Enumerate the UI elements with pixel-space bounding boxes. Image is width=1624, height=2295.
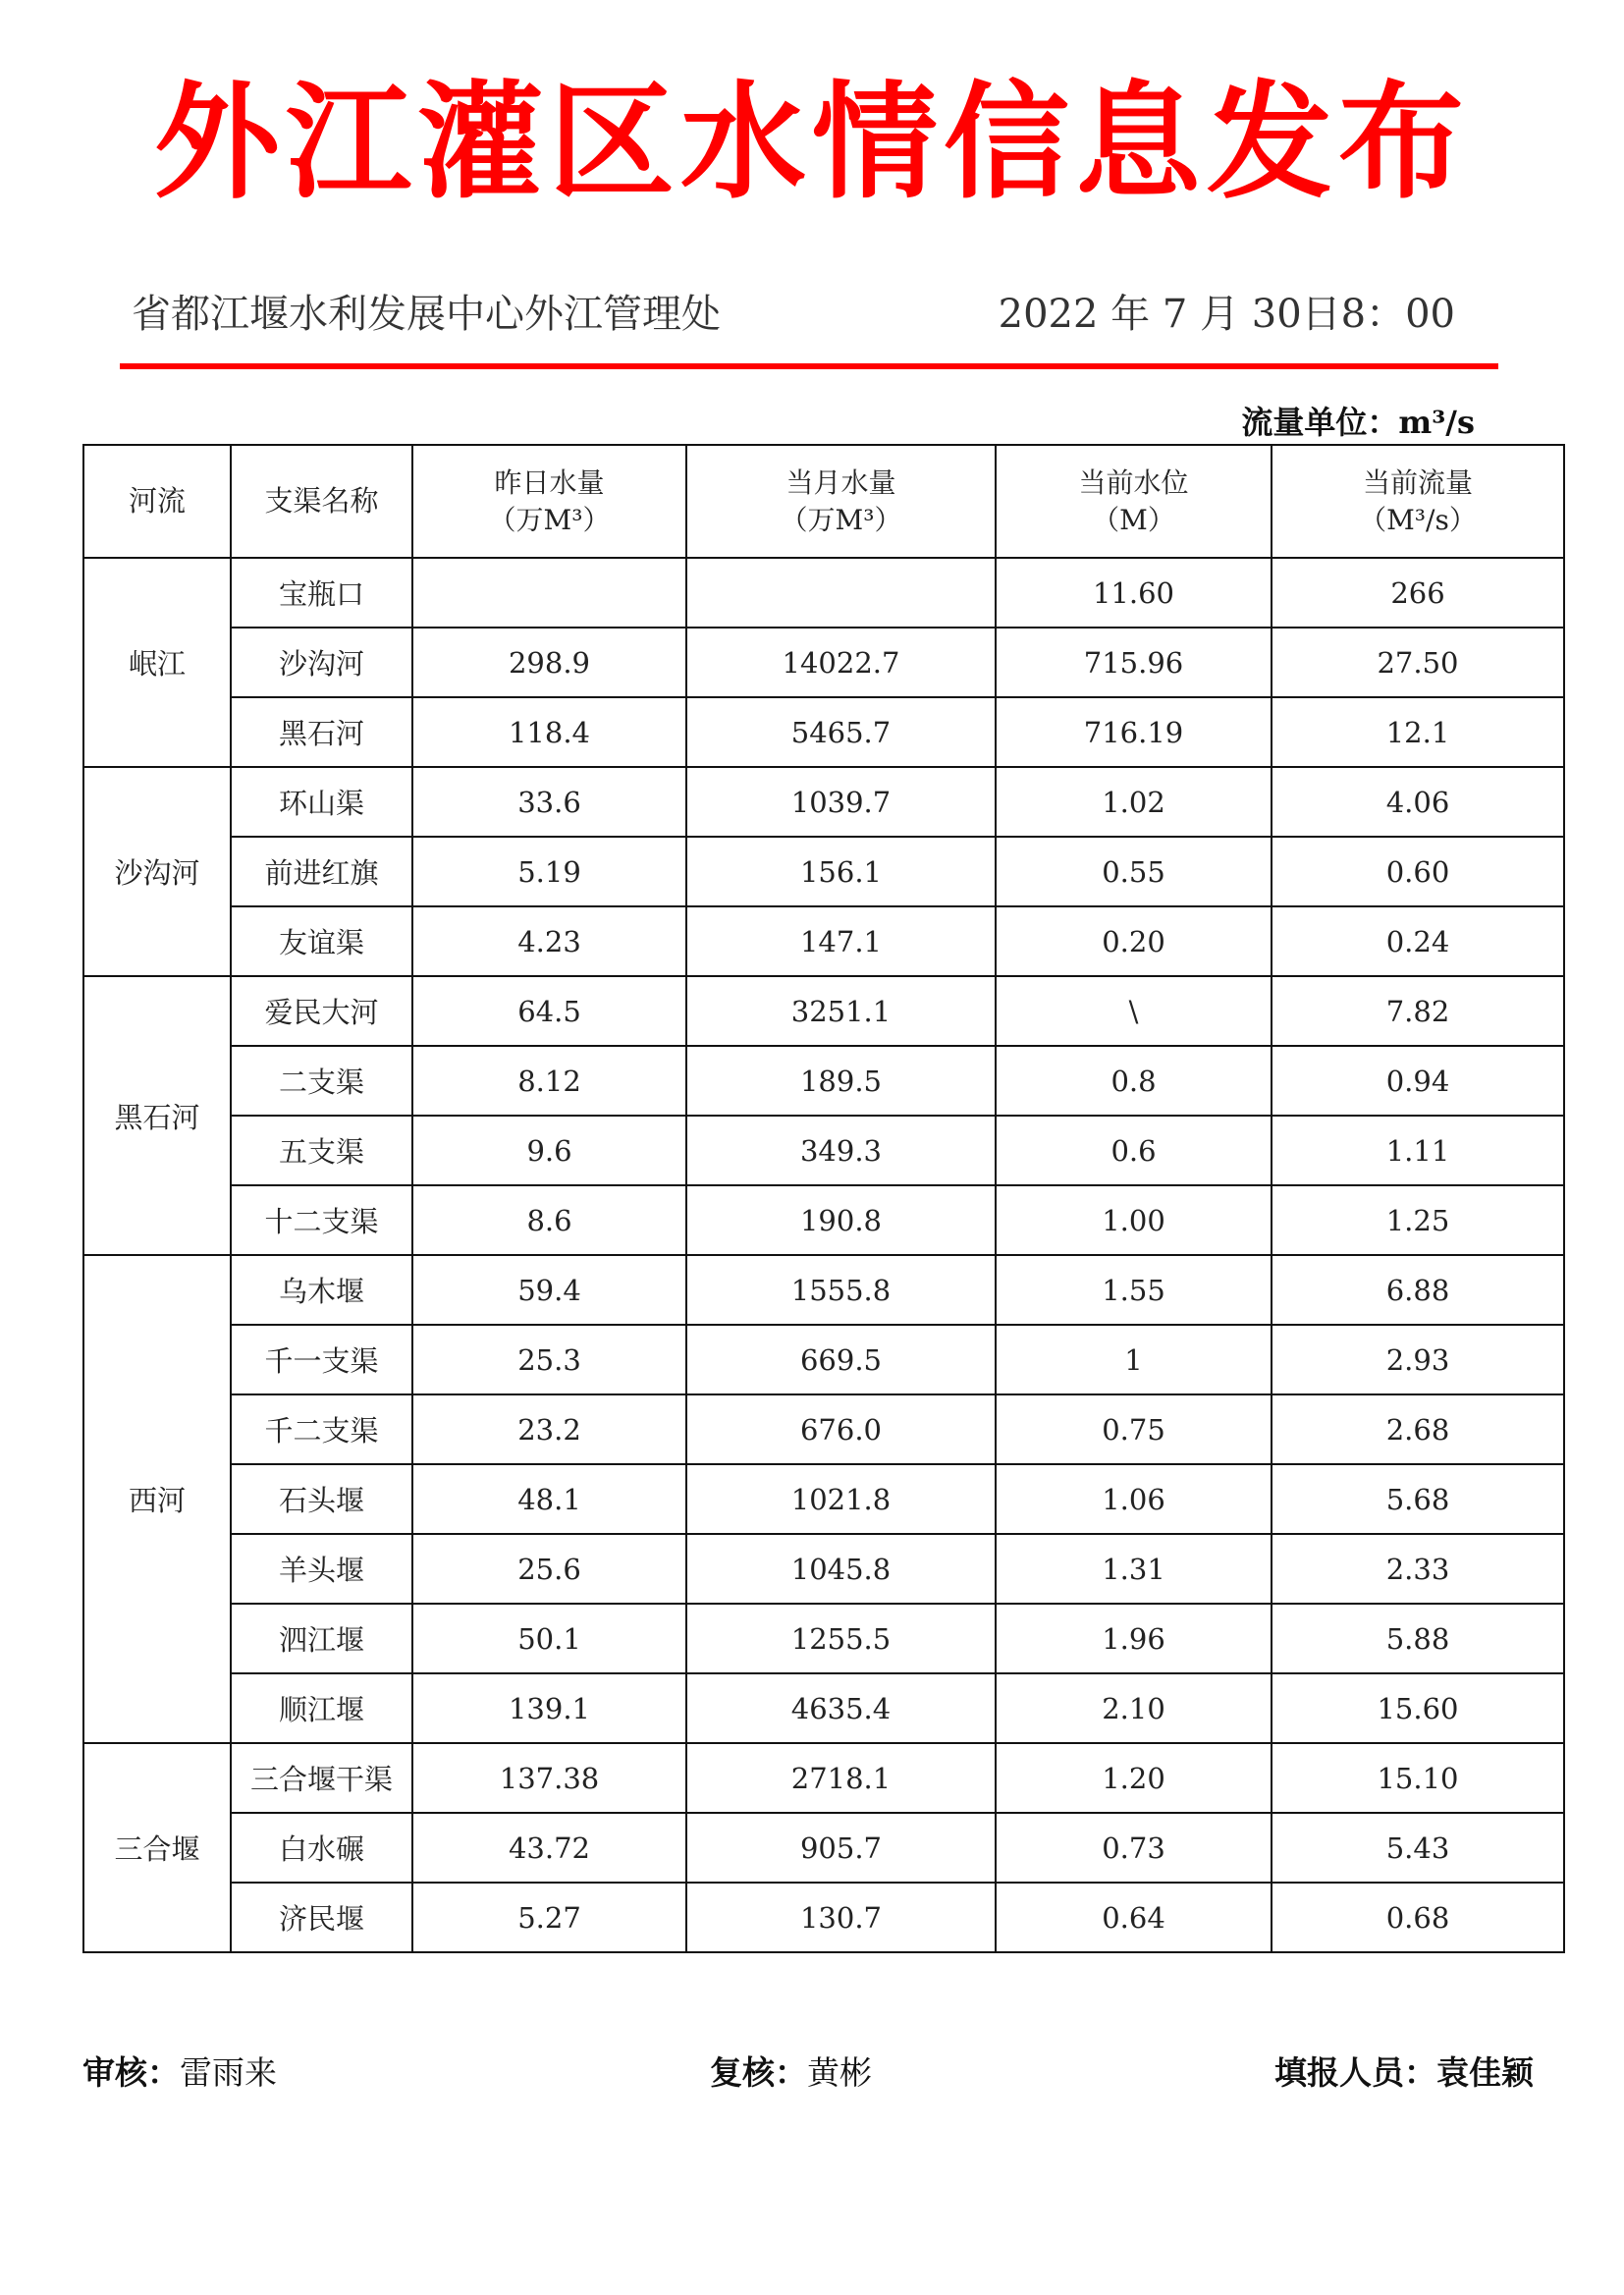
cell-water-level: 1 — [996, 1325, 1272, 1394]
cell-branch-name: 三合堰干渠 — [231, 1743, 412, 1813]
cell-water-level: 0.75 — [996, 1394, 1272, 1464]
rechecker — [710, 2053, 872, 2092]
cell-river-name: 岷江 — [83, 558, 231, 767]
organization-name: 省都江堰水利发展中心外江管理处 — [132, 292, 721, 337]
cell-yesterday-volume: 64.5 — [412, 976, 686, 1046]
cell-water-level: 0.64 — [996, 1883, 1272, 1952]
cell-month-volume: 4635.4 — [686, 1673, 996, 1743]
cell-flow-rate: 2.93 — [1272, 1325, 1564, 1394]
cell-yesterday-volume: 48.1 — [412, 1464, 686, 1534]
cell-water-level: 0.55 — [996, 837, 1272, 906]
cell-month-volume: 2718.1 — [686, 1743, 996, 1813]
cell-water-level: 1.00 — [996, 1185, 1272, 1255]
page-title: 外江灌区水情信息发布 — [153, 70, 1470, 216]
cell-flow-rate: 27.50 — [1272, 628, 1564, 697]
cell-river-name: 黑石河 — [83, 976, 231, 1255]
cell-water-level: 1.02 — [996, 767, 1272, 837]
cell-branch-name: 十二支渠 — [231, 1185, 412, 1255]
table-row — [83, 1394, 1564, 1464]
reporter — [1274, 2053, 1534, 2092]
cell-river-name: 三合堰 — [83, 1743, 231, 1952]
table-row — [83, 1743, 1564, 1813]
cell-month-volume: 905.7 — [686, 1813, 996, 1883]
table-row — [83, 1185, 1564, 1255]
flow-unit-note: 流量单位：m³/s — [1241, 404, 1475, 441]
cell-yesterday-volume: 43.72 — [412, 1813, 686, 1883]
cell-flow-rate: 2.68 — [1272, 1394, 1564, 1464]
cell-yesterday-volume: 5.27 — [412, 1883, 686, 1952]
rechecker-label: 复核： — [710, 2053, 807, 2092]
cell-flow-rate: 5.88 — [1272, 1604, 1564, 1673]
table-row — [83, 767, 1564, 837]
table-row — [83, 558, 1564, 628]
header-water-level — [996, 445, 1272, 558]
cell-flow-rate: 5.68 — [1272, 1464, 1564, 1534]
cell-flow-rate: 0.24 — [1272, 906, 1564, 976]
header-river — [83, 445, 231, 558]
report-datetime: 2022 年 7 月 30日8：00 — [998, 292, 1455, 337]
table-row — [83, 1604, 1564, 1673]
table-row — [83, 1813, 1564, 1883]
cell-flow-rate: 1.11 — [1272, 1116, 1564, 1185]
table-row — [83, 906, 1564, 976]
cell-river-name: 西河 — [83, 1255, 231, 1743]
table-row — [83, 1046, 1564, 1116]
cell-branch-name: 千二支渠 — [231, 1394, 412, 1464]
reviewer — [82, 2053, 277, 2092]
cell-water-level: 0.73 — [996, 1813, 1272, 1883]
cell-yesterday-volume: 8.12 — [412, 1046, 686, 1116]
header-label: 当月水量 — [785, 465, 896, 499]
cell-flow-rate: 0.60 — [1272, 837, 1564, 906]
table-row — [83, 697, 1564, 767]
cell-branch-name: 五支渠 — [231, 1116, 412, 1185]
table-row — [83, 628, 1564, 697]
water-data-table — [82, 444, 1565, 1953]
table-header-row — [83, 445, 1564, 558]
cell-water-level: 2.10 — [996, 1673, 1272, 1743]
table-row — [83, 1534, 1564, 1604]
cell-branch-name: 羊头堰 — [231, 1534, 412, 1604]
cell-water-level: 0.8 — [996, 1046, 1272, 1116]
cell-yesterday-volume: 25.3 — [412, 1325, 686, 1394]
cell-branch-name: 环山渠 — [231, 767, 412, 837]
cell-flow-rate: 7.82 — [1272, 976, 1564, 1046]
cell-flow-rate: 12.1 — [1272, 697, 1564, 767]
cell-flow-rate: 6.88 — [1272, 1255, 1564, 1325]
header-yesterday-volume — [412, 445, 686, 558]
cell-flow-rate: 15.10 — [1272, 1743, 1564, 1813]
cell-yesterday-volume: 33.6 — [412, 767, 686, 837]
header-unit: （M） — [1092, 503, 1175, 536]
header-unit: （万M³） — [488, 503, 611, 536]
cell-month-volume: 1021.8 — [686, 1464, 996, 1534]
header-label: 支渠名称 — [264, 483, 379, 518]
cell-month-volume: 130.7 — [686, 1883, 996, 1952]
reporter-label: 填报人员： — [1274, 2053, 1436, 2092]
cell-flow-rate: 0.68 — [1272, 1883, 1564, 1952]
table-row — [83, 1464, 1564, 1534]
cell-branch-name: 乌木堰 — [231, 1255, 412, 1325]
table-row — [83, 1883, 1564, 1952]
table-row — [83, 837, 1564, 906]
cell-month-volume: 5465.7 — [686, 697, 996, 767]
cell-branch-name: 泗江堰 — [231, 1604, 412, 1673]
cell-month-volume: 676.0 — [686, 1394, 996, 1464]
cell-branch-name: 白水碾 — [231, 1813, 412, 1883]
cell-yesterday-volume: 5.19 — [412, 837, 686, 906]
cell-branch-name: 爱民大河 — [231, 976, 412, 1046]
cell-yesterday-volume: 139.1 — [412, 1673, 686, 1743]
cell-yesterday-volume: 9.6 — [412, 1116, 686, 1185]
header-month-volume — [686, 445, 996, 558]
table-row — [83, 1325, 1564, 1394]
cell-month-volume: 189.5 — [686, 1046, 996, 1116]
cell-flow-rate: 2.33 — [1272, 1534, 1564, 1604]
cell-water-level: 0.20 — [996, 906, 1272, 976]
cell-flow-rate: 5.43 — [1272, 1813, 1564, 1883]
cell-branch-name: 石头堰 — [231, 1464, 412, 1534]
header-unit: （万M³） — [780, 503, 902, 536]
cell-water-level: 1.20 — [996, 1743, 1272, 1813]
cell-yesterday-volume: 4.23 — [412, 906, 686, 976]
table-row — [83, 1673, 1564, 1743]
cell-flow-rate: 4.06 — [1272, 767, 1564, 837]
cell-month-volume: 14022.7 — [686, 628, 996, 697]
cell-flow-rate: 15.60 — [1272, 1673, 1564, 1743]
cell-month-volume: 1045.8 — [686, 1534, 996, 1604]
cell-month-volume: 1039.7 — [686, 767, 996, 837]
cell-water-level: 715.96 — [996, 628, 1272, 697]
header-label: 昨日水量 — [494, 465, 605, 499]
cell-branch-name: 友谊渠 — [231, 906, 412, 976]
cell-branch-name: 前进红旗 — [231, 837, 412, 906]
table-row — [83, 1116, 1564, 1185]
cell-water-level: 11.60 — [996, 558, 1272, 628]
cell-branch-name: 黑石河 — [231, 697, 412, 767]
cell-yesterday-volume: 8.6 — [412, 1185, 686, 1255]
reviewer-name: 雷雨来 — [180, 2053, 277, 2092]
header-branch-canal — [231, 445, 412, 558]
cell-month-volume: 1255.5 — [686, 1604, 996, 1673]
cell-flow-rate: 0.94 — [1272, 1046, 1564, 1116]
cell-water-level: 1.31 — [996, 1534, 1272, 1604]
reporter-name: 袁佳颖 — [1436, 2053, 1534, 2092]
reviewer-label: 审核： — [82, 2053, 180, 2092]
cell-yesterday-volume: 137.38 — [412, 1743, 686, 1813]
cell-branch-name: 顺江堰 — [231, 1673, 412, 1743]
rechecker-name: 黄彬 — [807, 2053, 872, 2092]
cell-water-level: 1.06 — [996, 1464, 1272, 1534]
cell-yesterday-volume: 298.9 — [412, 628, 686, 697]
header-unit: （M³/s） — [1359, 503, 1477, 536]
table-row — [83, 1255, 1564, 1325]
cell-month-volume: 156.1 — [686, 837, 996, 906]
cell-branch-name: 二支渠 — [231, 1046, 412, 1116]
cell-water-level: 1.96 — [996, 1604, 1272, 1673]
cell-month-volume: 190.8 — [686, 1185, 996, 1255]
cell-branch-name: 济民堰 — [231, 1883, 412, 1952]
cell-yesterday-volume: 59.4 — [412, 1255, 686, 1325]
header-flow-rate — [1272, 445, 1564, 558]
cell-water-level: \ — [996, 976, 1272, 1046]
cell-flow-rate: 1.25 — [1272, 1185, 1564, 1255]
cell-branch-name: 宝瓶口 — [231, 558, 412, 628]
cell-month-volume — [686, 558, 996, 628]
header-divider — [120, 363, 1498, 369]
cell-branch-name: 沙沟河 — [231, 628, 412, 697]
cell-month-volume: 3251.1 — [686, 976, 996, 1046]
cell-yesterday-volume: 118.4 — [412, 697, 686, 767]
cell-month-volume: 147.1 — [686, 906, 996, 976]
cell-water-level: 1.55 — [996, 1255, 1272, 1325]
cell-month-volume: 349.3 — [686, 1116, 996, 1185]
header-label: 当前水位 — [1078, 465, 1189, 499]
cell-month-volume: 1555.8 — [686, 1255, 996, 1325]
cell-water-level: 716.19 — [996, 697, 1272, 767]
header-label: 河流 — [128, 483, 186, 518]
cell-flow-rate: 266 — [1272, 558, 1564, 628]
cell-month-volume: 669.5 — [686, 1325, 996, 1394]
cell-branch-name: 千一支渠 — [231, 1325, 412, 1394]
header-label: 当前流量 — [1362, 465, 1473, 499]
cell-yesterday-volume — [412, 558, 686, 628]
table-row — [83, 976, 1564, 1046]
cell-yesterday-volume: 23.2 — [412, 1394, 686, 1464]
cell-river-name: 沙沟河 — [83, 767, 231, 976]
cell-water-level: 0.6 — [996, 1116, 1272, 1185]
cell-yesterday-volume: 50.1 — [412, 1604, 686, 1673]
cell-yesterday-volume: 25.6 — [412, 1534, 686, 1604]
